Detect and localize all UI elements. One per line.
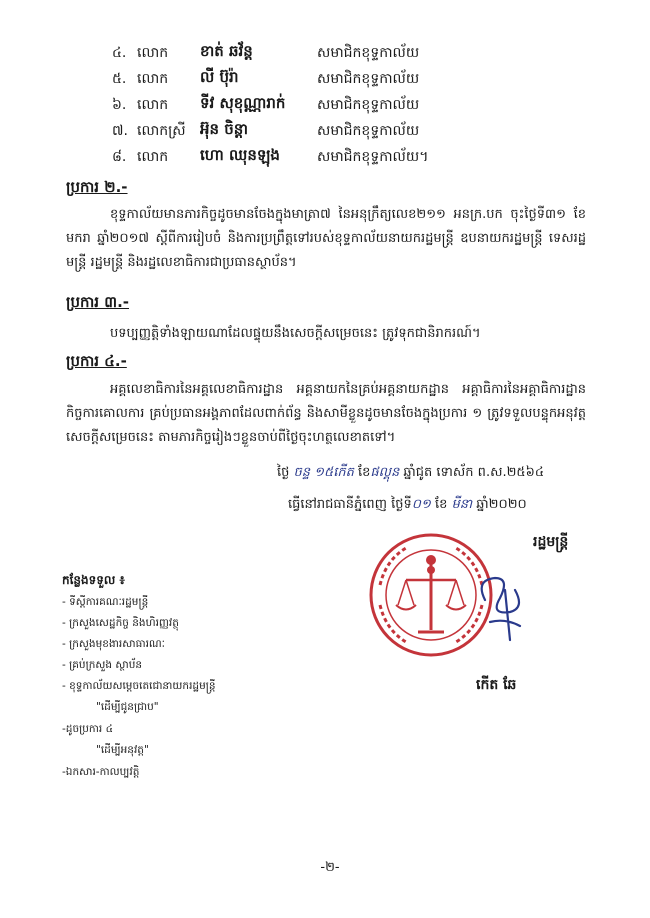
handwritten-day: ០១ xyxy=(411,497,431,512)
signature-icon xyxy=(460,560,550,650)
lunar-date-line xyxy=(277,464,597,483)
member-row xyxy=(112,92,582,118)
member-role: សមាជិកខុទ្ទកាល័យ។ xyxy=(317,149,429,165)
member-number: ៧. xyxy=(112,123,128,139)
article-2-text: ខុទ្ទកាល័យមានភារកិច្ចដូចមានចែងក្នុងមាត្រា៧ នៃអនុក្រឹត្យលេខ២១១ អនក្រ.បក ចុះថ្ងៃទី៣១ ខែមករា ឆ្នាំ២០១៧ ស្តីពីការរៀបចំ និងការប្រព្រឹត្តទៅរបស់ខុទ្ទកាល័យនាយករដ្ឋមន្ត្រី ឧបនាយករដ្ឋមន្ត្រី ទេសរដ្ឋមន្ត្រី រដ្ឋមន្ត្រី និងរដ្ឋលេខាធិការជាប្រធានស្ថាប័ន។ xyxy=(66,207,586,270)
date-month-word: ខែ xyxy=(434,497,448,512)
member-title: លោក xyxy=(137,149,169,165)
member-number: ៤. xyxy=(112,45,127,61)
recipient-item: -ឯកសារ-កាលប្បវត្តិ xyxy=(62,766,140,778)
solar-date-line xyxy=(288,496,598,515)
member-name: អ៊ុន ចិន្តា xyxy=(200,120,249,138)
recipients-heading: កន្លែងទទួល ៖ xyxy=(62,573,125,587)
member-list xyxy=(112,40,582,170)
recipients-block xyxy=(62,572,322,787)
page-number: -២- xyxy=(320,860,340,875)
handwritten-month: មីនា xyxy=(451,497,473,512)
recipient-note: "ដើម្បីអនុវត្ត" xyxy=(96,744,149,756)
recipient-item: -ដូចប្រការ ៤ xyxy=(62,723,114,735)
recipient-item: - ក្រសួងសេដ្ឋកិច្ច និងហិរញ្ញវត្ថុ xyxy=(62,617,179,629)
member-name: ហោ ឈុនឡុង xyxy=(200,146,280,164)
article-3-heading: ប្រការ ៣.- xyxy=(66,293,129,311)
article-4-heading: ប្រការ ៤.- xyxy=(66,352,127,370)
handwritten-day: ចន្ទ ១៥កើត xyxy=(293,465,354,480)
member-row xyxy=(112,66,582,92)
recipient-item: - គ្រប់ក្រសួង ស្ថាប័ន xyxy=(62,659,143,671)
member-number: ៥. xyxy=(112,71,127,87)
member-number: ៦. xyxy=(112,97,127,113)
member-row xyxy=(112,118,582,144)
handwritten-month: ផល្គុន xyxy=(370,465,400,480)
member-number: ៨. xyxy=(112,149,127,165)
member-name: លី ប៊ុរ៉ា xyxy=(200,68,239,86)
member-title: លោក xyxy=(137,45,169,61)
article-2-heading: ប្រការ ២.- xyxy=(66,178,128,196)
member-role: សមាជិកខុទ្ទកាល័យ xyxy=(317,45,420,61)
date-prefix: ធ្វើនៅរាជធានីភ្នំពេញ ថ្ងៃទី xyxy=(288,497,412,512)
member-title: លោកស្រី xyxy=(137,123,186,139)
member-role: សមាជិកខុទ្ទកាល័យ xyxy=(317,123,420,139)
recipient-item: - ទីស្តីការគណៈរដ្ឋមន្ត្រី xyxy=(62,596,149,608)
signer-name: កើត ឆែ xyxy=(476,677,517,693)
recipient-note: "ដើម្បីជូនជ្រាប" xyxy=(96,701,159,713)
member-row xyxy=(112,40,582,66)
recipient-item: - ខុទ្ទកាល័យសម្តេចតេជោនាយករដ្ឋមន្ត្រី xyxy=(62,680,216,692)
signer-title: រដ្ឋមន្ត្រី xyxy=(533,534,569,550)
article-4-text: អគ្គលេខាធិការនៃអគ្គលេខាធិការដ្ឋាន អគ្គនាយកនៃគ្រប់អគ្គនាយកដ្ឋាន អគ្គាធិការនៃអគ្គាធិការដ្ឋាន កិច្ចការគោលការ គ្រប់ប្រធានអង្គភាពដែលពាក់ព័ន្ធ និងសាមីខ្លួនដូចមានចែងក្នុងប្រការ ១ ត្រូវទទួលបន្ទុកអនុវត្តសេចក្តីសម្រេចនេះ តាមភារកិច្ចរៀងៗខ្លួនចាប់ពីថ្ងៃចុះហត្ថលេខាតទៅ។ xyxy=(66,382,586,445)
date-prefix: ថ្ងៃ xyxy=(277,465,290,480)
member-name: ខាត់ ឆវ័ន្ត xyxy=(200,42,253,60)
article-3-text: បទប្បញ្ញត្តិទាំងឡាយណាដែលផ្ទុយនឹងសេចក្តីសម្រេចនេះ ត្រូវទុកជានិរាករណ៍។ xyxy=(110,326,481,341)
member-role: សមាជិកខុទ្ទកាល័យ xyxy=(317,71,420,87)
date-suffix: ឆ្នាំ២០២០ xyxy=(476,497,527,512)
member-name: ទីវ សុខុណ្ណារាក់ xyxy=(200,94,286,112)
recipient-item: - ក្រសួងមុខងារសាធារណៈ xyxy=(62,638,165,650)
date-month-word: ខែ xyxy=(357,465,371,480)
date-suffix: ឆ្នាំជូត ទោស័ក ព.ស.២៥៦៤ xyxy=(403,465,545,480)
member-row xyxy=(112,144,582,170)
member-title: លោក xyxy=(137,97,169,113)
member-role: សមាជិកខុទ្ទកាល័យ xyxy=(317,97,420,113)
member-title: លោក xyxy=(137,71,169,87)
